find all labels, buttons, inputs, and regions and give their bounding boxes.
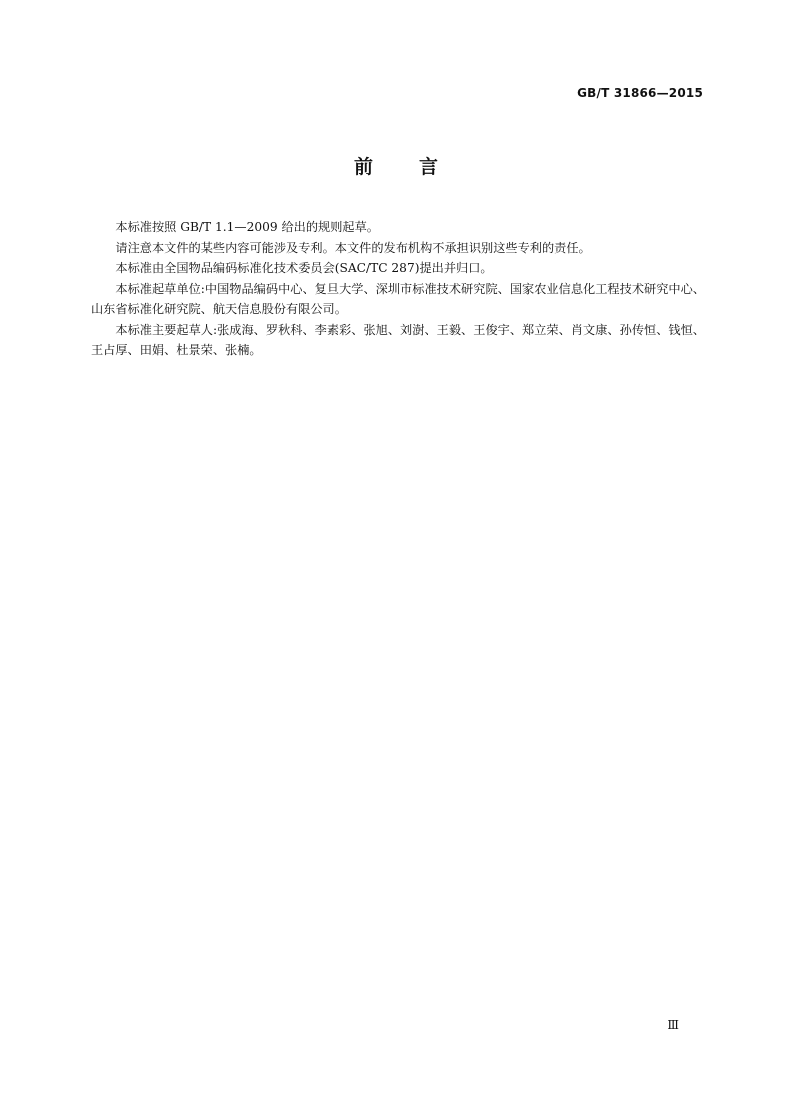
- page-title: 前言: [353, 156, 484, 178]
- paragraph-drafters: 本标准主要起草人:张成海、罗秋科、李素彩、张旭、刘澍、王毅、王俊宇、郑立荣、肖文康、孙传恒、钱恒、王占厚、田娟、杜景荣、张楠。: [91, 322, 705, 357]
- document-body: [91, 217, 705, 361]
- page-number: Ⅲ: [667, 1018, 679, 1032]
- paragraph-drafting-rules: 本标准按照 GB/T 1.1—2009 给出的规则起草。: [115, 220, 379, 234]
- standard-code: GB/T 31866—2015: [577, 86, 703, 100]
- paragraph-drafting-units: 本标准起草单位:中国物品编码中心、复旦大学、深圳市标准技术研究院、国家农业信息化工程技术研究中心、山东省标准化研究院、航天信息股份有限公司。: [91, 281, 705, 316]
- paragraph-committee: 本标准由全国物品编码标准化技术委员会(SAC/TC 287)提出并归口。: [115, 261, 493, 275]
- paragraph-patent-notice: 请注意本文件的某些内容可能涉及专利。本文件的发布机构不承担识别这些专利的责任。: [115, 240, 591, 255]
